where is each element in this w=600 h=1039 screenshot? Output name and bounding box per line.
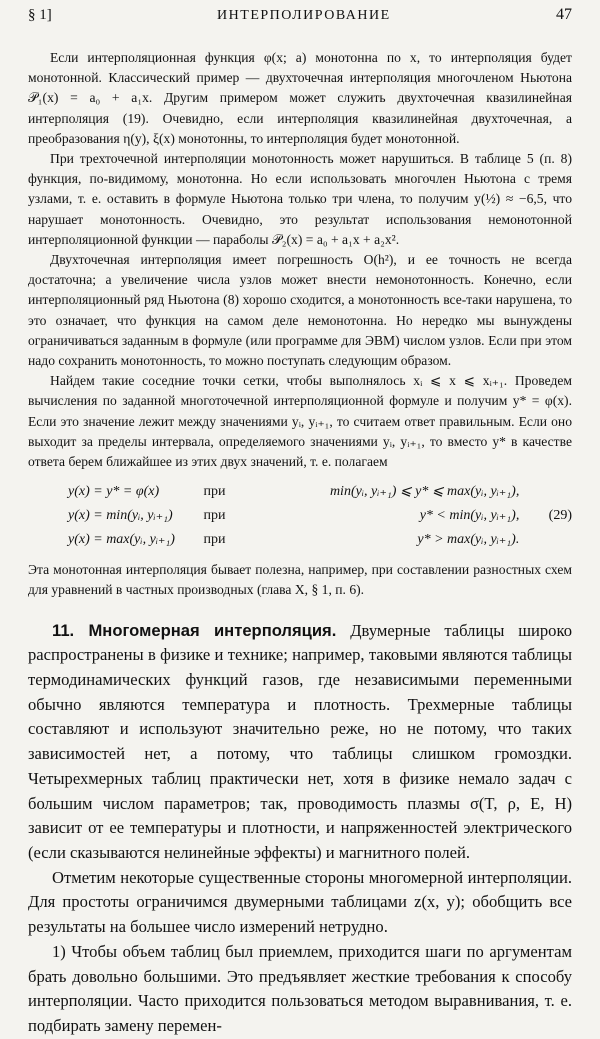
formula-condition: y* > max(yᵢ, yᵢ₊₁).: [417, 532, 520, 548]
formula-lhs: y(x) = min(yᵢ, yᵢ₊₁): [68, 508, 173, 524]
small-print-block: [28, 48, 572, 601]
formula-word: при: [203, 484, 226, 500]
section-11-paragraph-3: 1) Чтобы объем таблиц был приемлем, приходится шаги по аргументам брать довольно большими. Это предъявляет жесткие требования к способу интерполяции. Часто приходится пользоваться методом выравнивания, т. е. подбирать замену перемен-: [28, 941, 572, 1035]
section-heading: 11. Многомерная интерполяция.: [52, 620, 337, 640]
formula-word: при: [203, 532, 226, 548]
section-11-paragraph-2: Отметим некоторые существенные стороны многомерной интерполяции. Для простоты ограничимся двумерными таблицами z(x, y); обобщить все результаты на большее число измерений нетрудно.: [28, 867, 572, 937]
formula-word: при: [203, 508, 226, 524]
section-11-first-paragraph: [28, 619, 572, 866]
running-title: ИНТЕРПОЛИРОВАНИЕ: [217, 8, 391, 23]
paragraph-monotone-interpolation: Если интерполяционная функция φ(x; a) монотонна по x, то интерполяция будет монотонной. Классический пример — двухточечная интерполяция многочленом Ньютона 𝒫₁(x) = a₀ + a₁x. Другим примером может служить двухточечная квазилинейная интерполяция (19). Очевидно, если интерполяция квазилинейная двухточечная, а преобразования η(y), ξ(x) монотонны, то интерполяция будет монотонной.: [28, 50, 572, 146]
paragraph-neighbor-points: Найдем такие соседние точки сетки, чтобы выполнялось xᵢ ⩽ x ⩽ xᵢ₊₁. Проведем вычисления по заданной многоточечной интерполяционной формуле и получим y* = φ(x). Если это значение лежит между значениями yᵢ, yᵢ₊₁, то считаем ответ правильным. Если оно выходит за пределы интервала, определяемого значениями yᵢ, yᵢ₊₁, то вместо y* в качестве ответа берем ближайшее из этих двух значений, т. е. полагаем: [28, 373, 572, 470]
page-number: 47: [556, 6, 572, 23]
formula-condition: y* < min(yᵢ, yᵢ₊₁),: [419, 508, 520, 524]
equation-number: (29): [548, 508, 572, 524]
formula-row: [28, 504, 572, 528]
section-11-text: Двумерные таблицы широко распространены в физике и технике; например, таковыми являются таблицы термодинамических функций газов, где независимыми переменными обычно являются температура и плотность. Трехмерные таблицы составляют и используют значительно реже, но не потому, что таких зависимостей нет, а потому, что таблицы слишком громоздки. Четырехмерных таблиц практически нет, хотя в физике немало задач с большим числом параметров; так, проводимость плазмы σ(T, ρ, E, H) зависит от ее температуры и плотности, и напряженностей электрического (если сказываются нелинейные эффекты) и магнитного полей.: [28, 620, 572, 862]
formula-row: [28, 480, 572, 504]
paragraph-two-point-error: Двухточечная интерполяция имеет погрешность O(h²), и ее точность не всегда достаточна; а увеличение числа узлов может внести немонотонность. Конечно, если интерполяционный ряд Ньютона (8) хорошо сходится, а монотонность все-таки нарушена, то это означает, что функция на самом деле немонотонна. Но нередко мы вынуждены ограничиваться заданным в формуле (или программе для ЭВМ) числом узлов. Если при этом надо сохранить монотонность, то можно поступать следующим образом.: [28, 252, 572, 369]
section-11: [28, 619, 572, 1039]
formula-lhs: y(x) = max(yᵢ, yᵢ₊₁): [68, 532, 175, 548]
running-header: [28, 0, 572, 36]
formula-29: [28, 480, 572, 552]
section-marker: § 1]: [28, 7, 52, 23]
formula-row: [28, 528, 572, 552]
formula-condition: min(yᵢ, yᵢ₊₁) ⩽ y* ⩽ max(yᵢ, yᵢ₊₁),: [329, 484, 520, 500]
paragraph-note: Эта монотонная интерполяция бывает полезна, например, при составлении разностных схем для уравнений в частных производных (глава X, § 1, п. 6).: [28, 562, 572, 598]
paragraph-three-point: При трехточечной интерполяции монотонность может нарушиться. В таблице 5 (п. 8) функция, по-видимому, монотонна. Но если использовать многочлен Ньютона с тремя узлами, т. е. оставить в формуле Ньютона только три члена, то получим y(½) ≈ −6,5, что нарушает монотонность. Очевидно, это результат использования немонотонной интерполяционной функции — параболы 𝒫₂(x) = a₀ + a₁x + a₂x².: [28, 151, 572, 247]
formula-lhs: y(x) = y* = φ(x): [68, 484, 160, 500]
